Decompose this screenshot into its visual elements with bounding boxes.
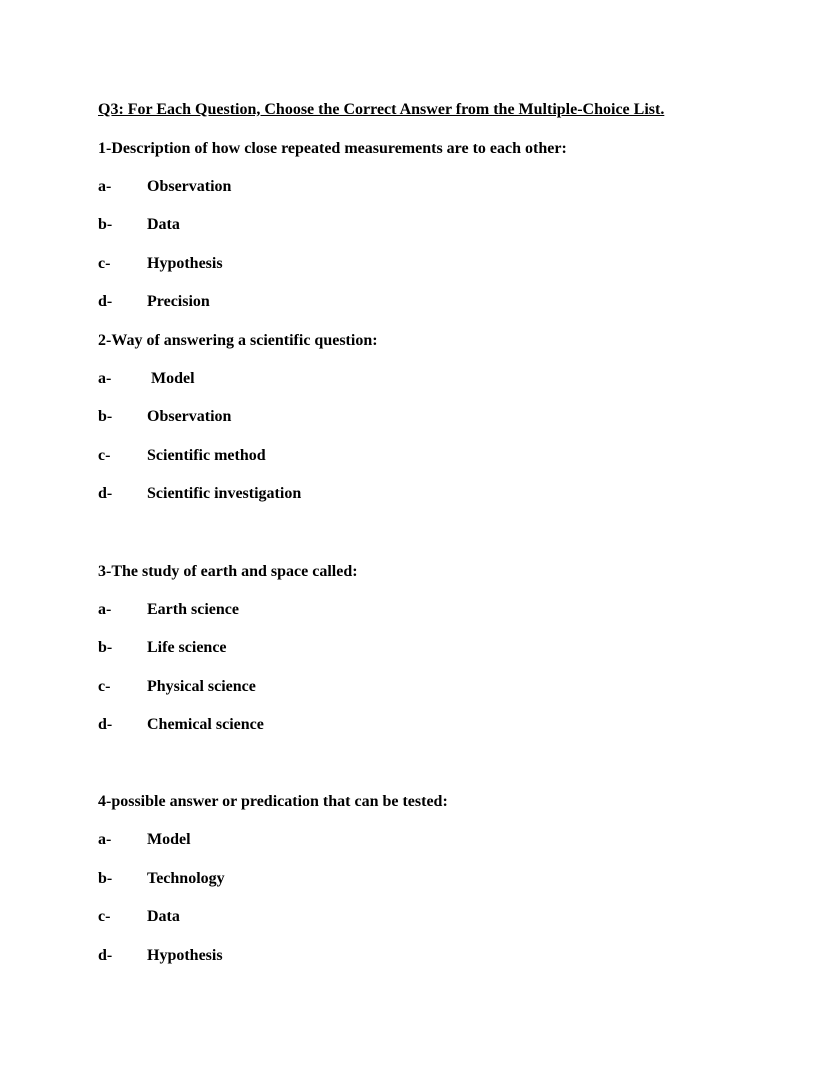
question-2-option-c [98, 447, 266, 465]
option-text: Observation [147, 178, 232, 195]
question-3-option-a [98, 601, 239, 619]
option-text: Physical science [147, 678, 256, 695]
option-text: Scientific investigation [147, 485, 302, 502]
option-text: Precision [147, 293, 210, 310]
option-letter: b- [98, 870, 113, 887]
option-text: Data [147, 216, 180, 233]
option-letter: c- [98, 678, 111, 695]
option-text: Data [147, 908, 180, 925]
question-4-option-d [98, 947, 223, 965]
question-4-option-b [98, 870, 225, 888]
option-text: Scientific method [147, 447, 266, 464]
question-1-option-b [98, 216, 180, 234]
option-text: Earth science [147, 601, 239, 618]
option-text: Model [147, 831, 191, 848]
question-3-option-b [98, 639, 227, 657]
question-2-prompt: 2-Way of answering a scientific question: [98, 332, 378, 349]
option-letter: a- [98, 370, 112, 387]
option-text: Hypothesis [147, 947, 223, 964]
question-3-prompt: 3-The study of earth and space called: [98, 563, 358, 580]
question-1-option-c [98, 255, 223, 273]
question-4-option-c [98, 908, 180, 926]
question-1-option-d [98, 293, 210, 311]
option-letter: d- [98, 716, 113, 733]
option-letter: d- [98, 293, 113, 310]
question-2-option-d [98, 485, 301, 503]
option-letter: b- [98, 639, 113, 656]
question-4-option-a [98, 831, 191, 849]
option-letter: c- [98, 447, 111, 464]
question-3-option-c [98, 678, 256, 696]
section-heading: Q3: For Each Question, Choose the Correct Answer from the Multiple-Choice List. [98, 101, 665, 118]
question-3-option-d [98, 716, 264, 734]
option-letter: c- [98, 255, 111, 272]
option-text: Chemical science [147, 716, 264, 733]
question-2-option-b [98, 408, 231, 426]
option-letter: d- [98, 947, 113, 964]
option-letter: a- [98, 831, 112, 848]
question-1-option-a [98, 178, 231, 196]
option-text: Model [151, 370, 195, 387]
option-text: Life science [147, 639, 227, 656]
option-text: Technology [147, 870, 225, 887]
option-text: Observation [147, 408, 232, 425]
option-letter: a- [98, 178, 112, 195]
question-4-prompt: 4-possible answer or predication that can be tested: [98, 793, 448, 810]
option-letter: b- [98, 408, 113, 425]
option-letter: a- [98, 601, 112, 618]
option-letter: c- [98, 908, 111, 925]
option-text: Hypothesis [147, 255, 223, 272]
option-letter: b- [98, 216, 113, 233]
question-1-prompt: 1-Description of how close repeated measurements are to each other: [98, 140, 567, 157]
question-2-option-a [98, 370, 195, 388]
option-letter: d- [98, 485, 113, 502]
